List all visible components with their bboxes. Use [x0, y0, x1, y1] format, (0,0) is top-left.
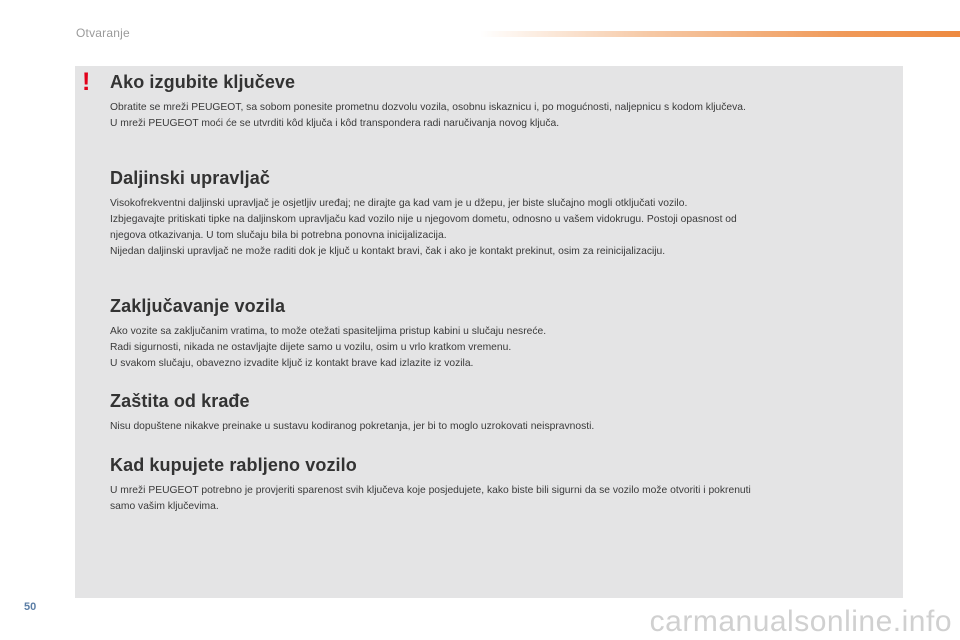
text-line: Obratite se mreži PEUGEOT, sa sobom ponesite prometnu dozvolu vozila, osobnu iskaznicu i, po mogućnosti, naljepnicu s kodom ključeva. — [110, 102, 746, 113]
section-text — [110, 324, 890, 372]
text-line: Nisu dopuštene nikakve preinake u sustavu kodiranog pokretanja, jer bi to moglo uzrokovati neispravnosti. — [110, 421, 595, 432]
page-number: 50 — [24, 601, 37, 613]
chapter-title: Otvaranje — [76, 26, 130, 40]
text-line: U mreži PEUGEOT moći će se utvrditi kôd ključa i kôd transpondera radi naručivanja novog ključa. — [110, 118, 560, 129]
text-line: Visokofrekventni daljinski upravljač je osjetljiv uređaj; ne dirajte ga kad vam je u džepu, jer biste slučajno mogli otključati vozilo. — [110, 198, 688, 209]
text-line: U svakom slučaju, obavezno izvadite ključ iz kontakt brave kad izlazite iz vozila. — [110, 358, 474, 369]
section-title: Zaštita od krađe — [110, 391, 250, 411]
text-line: Izbjegavajte pritiskati tipke na daljinskom upravljaču kad vozilo nije u njegovom dometu, odnosno u vašem vidokrugu. Postoji opasnost od — [110, 214, 737, 225]
text-line: Nijedan daljinski upravljač ne može raditi dok je ključ u kontakt bravi, čak i ako je kontakt prekinut, osim za reinicijalizaciju. — [110, 246, 666, 257]
section-title: Daljinski upravljač — [110, 168, 270, 188]
text-line: samo vašim ključevima. — [110, 501, 219, 512]
watermark: carmanualsonline.info — [649, 605, 952, 638]
section-text — [110, 196, 890, 260]
text-line: njegova otkazivanja. U tom slučaju bila bi potrebna ponovna inicijalizacija. — [110, 230, 447, 241]
section-text — [110, 100, 890, 132]
section-title: Zaključavanje vozila — [110, 296, 286, 316]
section-remote-control — [110, 168, 890, 260]
section-lost-keys — [110, 72, 890, 132]
section-text — [110, 419, 890, 435]
text-line: Ako vozite sa zaključanim vratima, to može otežati spasiteljima pristup kabini u slučaju nesreće. — [110, 326, 547, 337]
section-theft-protection — [110, 391, 890, 435]
section-title: Ako izgubite ključeve — [110, 72, 296, 92]
section-title: Kad kupujete rabljeno vozilo — [110, 455, 357, 475]
warning-exclamation-icon: ! — [82, 68, 91, 96]
section-vehicle-locking — [110, 296, 890, 372]
section-text — [110, 483, 890, 515]
header-accent-bar — [480, 31, 960, 37]
section-used-vehicle — [110, 455, 890, 515]
text-line: U mreži PEUGEOT potrebno je provjeriti sparenost svih ključeva koje posjedujete, kako biste bili sigurni da se vozilo može otvoriti i pokrenuti — [110, 485, 751, 496]
text-line: Radi sigurnosti, nikada ne ostavljajte dijete samo u vozilu, osim u vrlo kratkom vremenu. — [110, 342, 512, 353]
